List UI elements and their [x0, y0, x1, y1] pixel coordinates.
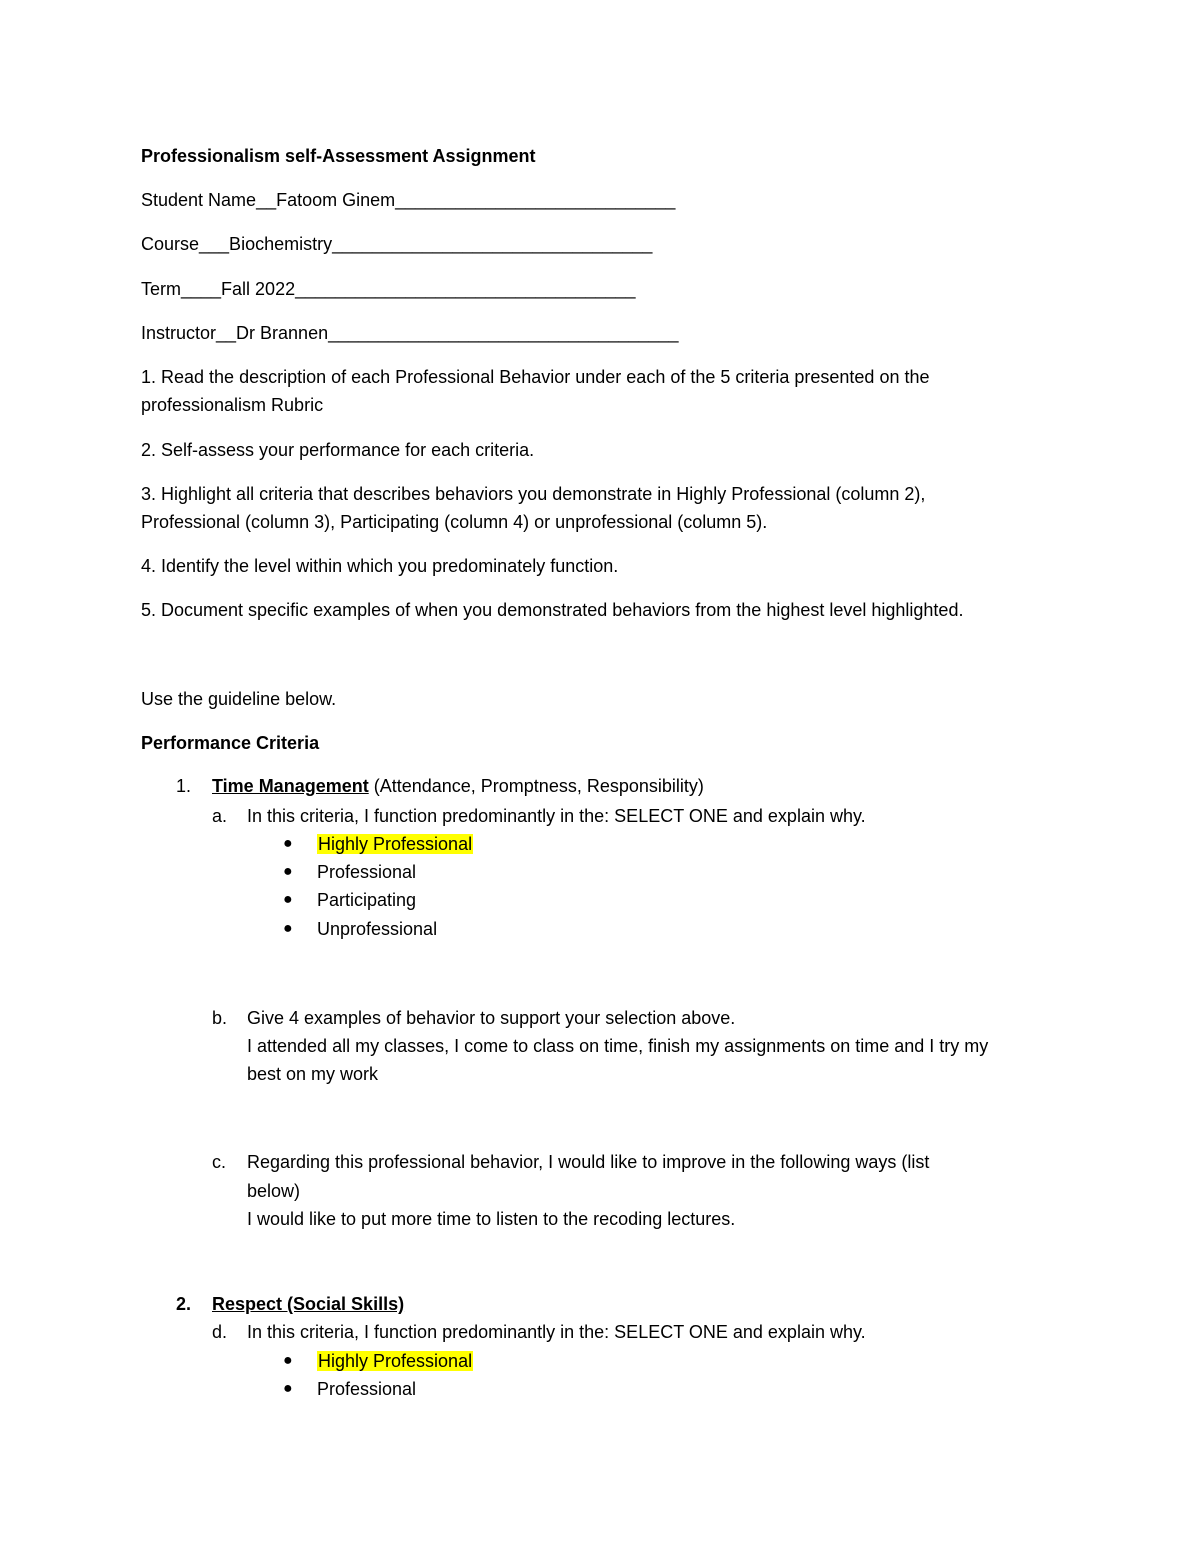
course-field: Course___Biochemistry________________________________: [141, 234, 653, 254]
instruction-2: 2. Self-assess your performance for each criteria.: [141, 440, 535, 460]
highlighted-selection-2: Highly Professional: [318, 1351, 473, 1371]
option-professional: Professional: [317, 862, 417, 882]
criterion-2-number: 2.: [176, 1294, 192, 1314]
criterion-1-subtitle: (Attendance, Promptness, Responsibility): [368, 776, 704, 796]
bullet-icon: ●: [283, 863, 293, 880]
criterion-1-b-letter: b.: [212, 1008, 228, 1028]
option-highly-professional-2: [317, 1350, 473, 1372]
criterion-1-name: Time Management: [212, 776, 369, 796]
criterion-1-heading: [212, 775, 704, 797]
student-name-field: Student Name__Fatoom Ginem____________________________: [141, 190, 676, 210]
term-field: Term____Fall 2022__________________________________: [141, 279, 636, 299]
option-highly-professional: [317, 833, 473, 855]
criterion-1-b-answer-line1: I attended all my classes, I come to class on time, finish my assignments on time and I try my: [247, 1036, 989, 1056]
bullet-icon: ●: [283, 1352, 293, 1369]
document-title: Professionalism self-Assessment Assignment: [141, 146, 536, 166]
instruction-5: 5. Document specific examples of when you demonstrated behaviors from the highest level highlighted.: [141, 600, 964, 620]
criterion-2-d-text: In this criteria, I function predominantly in the: SELECT ONE and explain why.: [247, 1322, 866, 1342]
criterion-1-number: 1.: [176, 776, 192, 796]
performance-criteria-heading: Performance Criteria: [141, 733, 320, 753]
criterion-2-d-letter: d.: [212, 1322, 228, 1342]
option-professional-2: Professional: [317, 1379, 417, 1399]
criterion-1-c-text-line1: Regarding this professional behavior, I would like to improve in the following ways (list: [247, 1152, 930, 1172]
bullet-icon: ●: [283, 891, 293, 908]
bullet-icon: ●: [283, 920, 293, 937]
criterion-1-b-text: Give 4 examples of behavior to support your selection above.: [247, 1008, 736, 1028]
instruction-3-line1: 3. Highlight all criteria that describes behaviors you demonstrate in Highly Professional (column 2),: [141, 484, 926, 504]
option-unprofessional: Unprofessional: [317, 919, 438, 939]
instruction-3-line2: Professional (column 3), Participating (column 4) or unprofessional (column 5).: [141, 512, 768, 532]
bullet-icon: ●: [283, 835, 293, 852]
instruction-1-line1: 1. Read the description of each Professional Behavior under each of the 5 criteria presented on the: [141, 367, 930, 387]
instructor-field: Instructor__Dr Brannen___________________________________: [141, 323, 679, 343]
guideline-text: Use the guideline below.: [141, 689, 337, 709]
criterion-1-c-letter: c.: [212, 1152, 227, 1172]
criterion-1-b-answer-line2: best on my work: [247, 1064, 379, 1084]
instruction-1-line2: professionalism Rubric: [141, 395, 324, 415]
criterion-1-c-text-line2: below): [247, 1181, 301, 1201]
instruction-4: 4. Identify the level within which you predominately function.: [141, 556, 619, 576]
criterion-2-name: Respect (Social Skills): [212, 1294, 405, 1314]
highlighted-selection: Highly Professional: [318, 834, 473, 854]
criterion-1-c-answer: I would like to put more time to listen to the recoding lectures.: [247, 1209, 736, 1229]
option-participating: Participating: [317, 890, 417, 910]
bullet-icon: ●: [283, 1380, 293, 1397]
criterion-1-a-letter: a.: [212, 806, 228, 826]
criterion-1-a-text: In this criteria, I function predominantly in the: SELECT ONE and explain why.: [247, 806, 866, 826]
